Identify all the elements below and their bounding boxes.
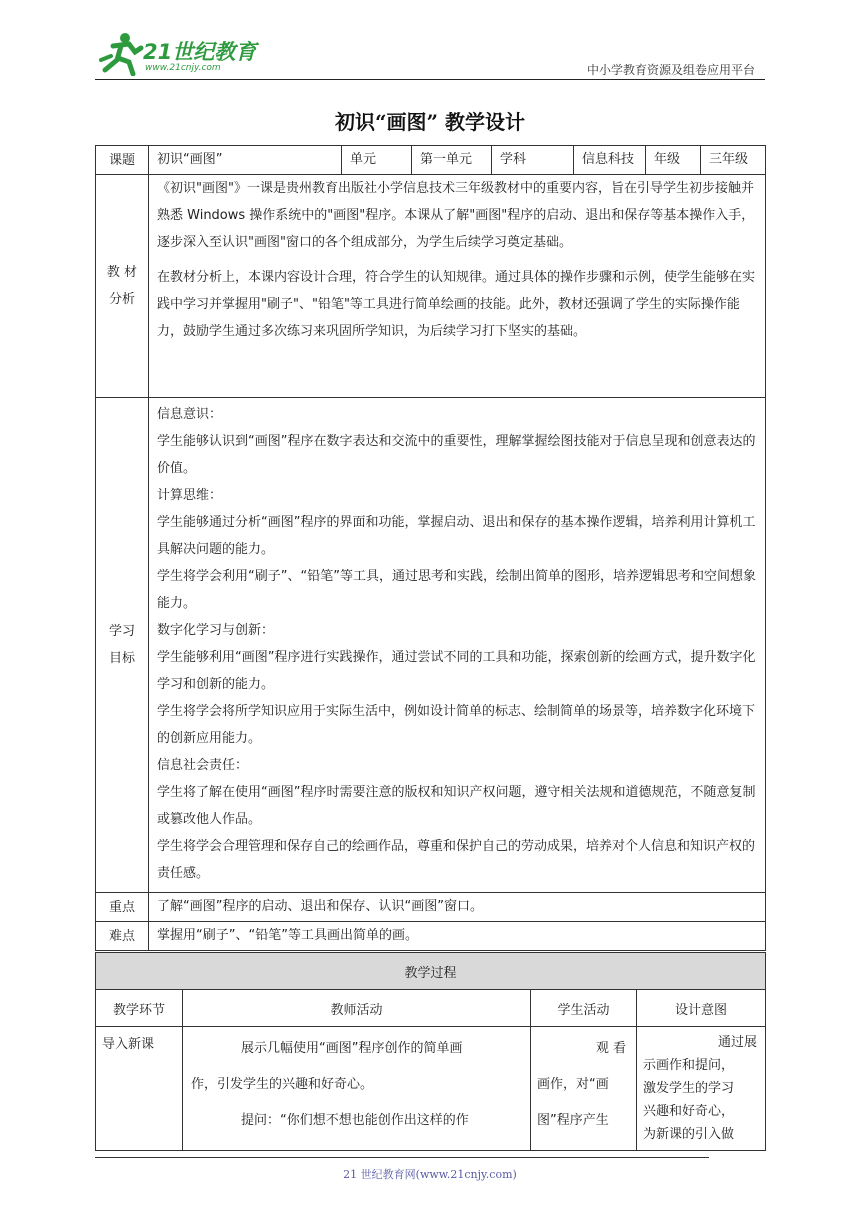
subject-label: 学科 [492,146,574,175]
difficult-point-row [96,922,766,951]
goals-label: 学习 目标 [96,398,149,893]
footer-divider [95,1157,709,1158]
student-activity-cell: 观 看 画作，对“画 图”程序产生 [531,1027,637,1151]
key-point-row [96,893,766,922]
process-title: 教学过程 [96,953,766,990]
analysis-paragraph: 《初识"画图"》一课是贵州教育出版社小学信息技术三年级教材中的重要内容，旨在引导学生初步接触并熟悉 Windows 操作系统中的"画图"程序。本课从了解"画图"程序的启动、退出和保存等基本操作入手，逐步深入至认识"画图"窗口的各个组成部分，为学生后续学习奠定基础。 [157,181,755,250]
brand-url: www.21cnjy.com [145,63,221,73]
runner-logo-icon [95,30,145,76]
goal-text: 学生将学会合理管理和保存自己的绘画作品，尊重和保护自己的劳动成果，培养对个人信息和知识产权的责任感。 [157,839,756,881]
analysis-row [96,175,766,398]
analysis-content [149,175,766,398]
stage-cell: 导入新课 [96,1027,183,1151]
brand-name: 21世纪教育 [143,40,257,64]
goal-text: 学生将学会利用“刷子”、“铅笔”等工具，通过思考和实践，绘制出简单的图形，培养逻辑思考和空间想象能力。 [157,569,756,611]
column-header: 教师活动 [183,990,531,1027]
process-row-intro [96,1027,766,1151]
page-header [95,30,765,80]
subject-value: 信息科技 [574,146,646,175]
lesson-info-table [95,145,766,951]
difficult-point-value: 掌握用“刷子”、“铅笔”等工具画出简单的画。 [149,922,766,951]
course-value: 初识“画图” [149,146,342,175]
difficult-point-label: 难点 [96,922,149,951]
analysis-label: 教 材 分析 [96,175,149,398]
footer-text: 21 世纪教育网(www.21cnjy.com) [343,1168,517,1181]
design-intent-cell: 通过展 示画作和提问， 激发学生的学习 兴趣和好奇心， 为新课的引入做 [637,1027,766,1151]
goals-row [96,398,766,893]
header-divider [95,79,765,80]
brand-logo [95,30,265,78]
goal-heading: 信息意识： [157,407,223,422]
goal-heading: 数字化学习与创新： [157,623,275,638]
teacher-activity-cell: 展示几幅使用“画图”程序创作的简单画 作，引发学生的兴趣和好奇心。 提问：“你们想不想也能创作出这样的作 [183,1027,531,1151]
platform-name: 中小学教育资源及组卷应用平台 [586,63,755,77]
unit-label: 单元 [342,146,412,175]
key-point-value: 了解“画图”程序的启动、退出和保存、认识“画图”窗口。 [149,893,766,922]
goal-text: 学生将学会将所学知识应用于实际生活中，例如设计简单的标志、绘制简单的场景等，培养数字化环境下的创新应用能力。 [157,704,756,746]
goal-text: 学生将了解在使用“画图”程序时需要注意的版权和知识产权问题，遵守相关法规和道德规范，不随意复制或篡改他人作品。 [157,785,756,827]
goal-heading: 信息社会责任： [157,758,249,773]
analysis-paragraph: 在教材分析上，本课内容设计合理，符合学生的认知规律。通过具体的操作步骤和示例，使学生能够在实践中学习并掌握用"刷子"、"铅笔"等工具进行简单绘画的技能。此外，教材还强调了学生的实际操作能力，鼓励学生通过多次练习来巩固所学知识，为后续学习打下坚实的基础。 [157,270,756,339]
teaching-process-table [95,952,766,1151]
column-header: 设计意图 [637,990,766,1027]
key-point-label: 重点 [96,893,149,922]
goal-text: 学生能够利用“画图”程序进行实践操作，通过尝试不同的工具和功能，探索创新的绘画方式，提升数字化学习和创新的能力。 [157,650,756,692]
info-row [96,146,766,175]
goal-heading: 计算思维： [157,488,223,503]
column-header: 教学环节 [96,990,183,1027]
goal-text: 学生能够通过分析“画图”程序的界面和功能，掌握启动、退出和保存的基本操作逻辑，培养利用计算机工具解决问题的能力。 [157,515,756,557]
unit-value: 第一单元 [412,146,492,175]
process-header-row [96,990,766,1027]
goals-content [149,398,766,893]
goal-text: 学生能够认识到“画图”程序在数字表达和交流中的重要性，理解掌握绘图技能对于信息呈现和创意表达的价值。 [157,434,756,476]
course-label: 课题 [96,146,149,175]
grade-value: 三年级 [701,146,766,175]
grade-label: 年级 [646,146,701,175]
column-header: 学生活动 [531,990,637,1027]
document-title: 初识“画图” 教学设计 [335,110,525,134]
